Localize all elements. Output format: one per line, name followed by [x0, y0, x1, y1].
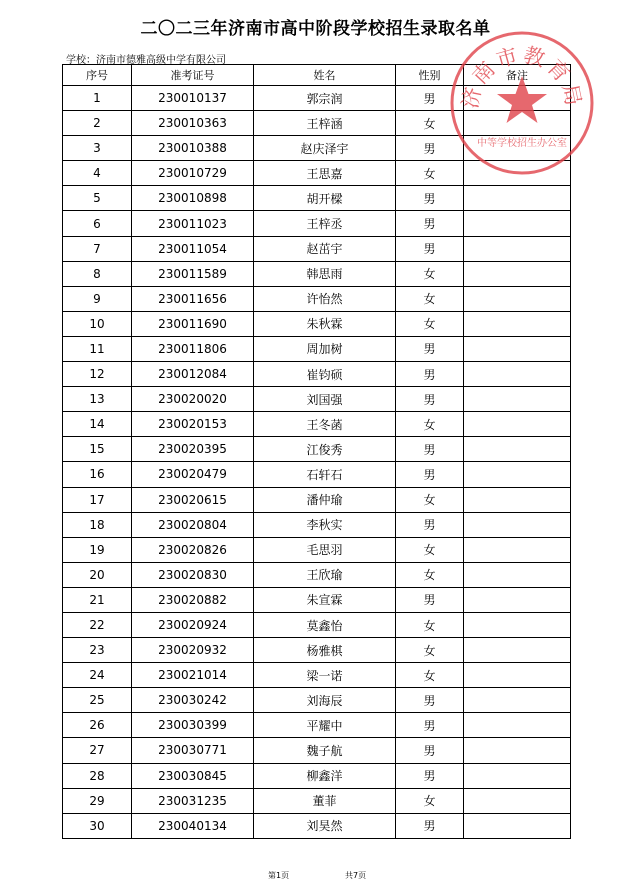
cell-seq: 10 — [63, 311, 132, 336]
cell-exam-id: 230030771 — [132, 738, 254, 763]
cell-name: 魏子航 — [254, 738, 396, 763]
cell-exam-id: 230020804 — [132, 512, 254, 537]
cell-exam-id: 230020830 — [132, 562, 254, 587]
cell-remark — [464, 286, 571, 311]
cell-gender: 男 — [396, 211, 464, 236]
cell-seq: 26 — [63, 713, 132, 738]
cell-seq: 14 — [63, 412, 132, 437]
cell-name: 毛思羽 — [254, 537, 396, 562]
cell-exam-id: 230020020 — [132, 387, 254, 412]
table-row — [63, 311, 571, 336]
cell-exam-id: 230040134 — [132, 813, 254, 838]
table-row — [63, 336, 571, 361]
table-row — [63, 412, 571, 437]
cell-remark — [464, 713, 571, 738]
cell-seq: 6 — [63, 211, 132, 236]
header-seq: 序号 — [63, 65, 132, 86]
cell-remark — [464, 813, 571, 838]
cell-name: 平耀中 — [254, 713, 396, 738]
cell-name: 王梓涵 — [254, 111, 396, 136]
cell-gender: 男 — [396, 387, 464, 412]
cell-name: 董菲 — [254, 788, 396, 813]
seal-inner-text: 中等学校招生办公室 — [477, 138, 567, 149]
cell-name: 刘昊然 — [254, 813, 396, 838]
cell-name: 朱秋霖 — [254, 311, 396, 336]
school-name: 学校：济南市德雅高级中学有限公司 — [66, 55, 226, 66]
cell-gender: 男 — [396, 738, 464, 763]
table-row — [63, 587, 571, 612]
cell-seq: 5 — [63, 186, 132, 211]
cell-exam-id: 230011690 — [132, 311, 254, 336]
table-row — [63, 387, 571, 412]
cell-exam-id: 230010388 — [132, 136, 254, 161]
cell-name: 潘仲瑜 — [254, 487, 396, 512]
table-row — [63, 663, 571, 688]
cell-remark — [464, 362, 571, 387]
cell-seq: 20 — [63, 562, 132, 587]
cell-name: 李秋实 — [254, 512, 396, 537]
cell-exam-id: 230020395 — [132, 437, 254, 462]
cell-exam-id: 230011054 — [132, 236, 254, 261]
cell-seq: 25 — [63, 688, 132, 713]
cell-gender: 男 — [396, 236, 464, 261]
cell-gender: 男 — [396, 336, 464, 361]
cell-seq: 13 — [63, 387, 132, 412]
footer-page-number: 第1页 — [268, 871, 290, 880]
cell-seq: 28 — [63, 763, 132, 788]
table-row — [63, 512, 571, 537]
cell-seq: 11 — [63, 336, 132, 361]
cell-exam-id: 230010363 — [132, 111, 254, 136]
cell-remark — [464, 487, 571, 512]
cell-remark — [464, 412, 571, 437]
cell-name: 石轩石 — [254, 462, 396, 487]
cell-name: 崔钧硕 — [254, 362, 396, 387]
cell-name: 赵庆泽宇 — [254, 136, 396, 161]
table-row — [63, 738, 571, 763]
cell-exam-id: 230011589 — [132, 261, 254, 286]
table-row — [63, 537, 571, 562]
cell-remark — [464, 387, 571, 412]
cell-name: 许怡然 — [254, 286, 396, 311]
table-row — [63, 437, 571, 462]
cell-seq: 15 — [63, 437, 132, 462]
cell-remark — [464, 763, 571, 788]
cell-gender: 女 — [396, 562, 464, 587]
cell-exam-id: 230020479 — [132, 462, 254, 487]
cell-gender: 女 — [396, 286, 464, 311]
cell-exam-id: 230010898 — [132, 186, 254, 211]
cell-seq: 24 — [63, 663, 132, 688]
cell-remark — [464, 612, 571, 637]
cell-gender: 女 — [396, 412, 464, 437]
cell-exam-id: 230031235 — [132, 788, 254, 813]
admission-table — [62, 64, 571, 839]
cell-gender: 女 — [396, 612, 464, 637]
cell-name: 王欣瑜 — [254, 562, 396, 587]
cell-exam-id: 230010137 — [132, 86, 254, 111]
cell-seq: 8 — [63, 261, 132, 286]
cell-remark — [464, 512, 571, 537]
cell-exam-id: 230030845 — [132, 763, 254, 788]
footer-total-pages: 共7页 — [345, 871, 367, 880]
cell-seq: 22 — [63, 612, 132, 637]
cell-name: 杨雅棋 — [254, 638, 396, 663]
cell-exam-id: 230020615 — [132, 487, 254, 512]
cell-gender: 女 — [396, 487, 464, 512]
cell-seq: 9 — [63, 286, 132, 311]
cell-seq: 2 — [63, 111, 132, 136]
cell-gender: 男 — [396, 713, 464, 738]
table-row — [63, 236, 571, 261]
cell-remark — [464, 738, 571, 763]
cell-gender: 女 — [396, 537, 464, 562]
cell-exam-id: 230012084 — [132, 362, 254, 387]
cell-remark — [464, 186, 571, 211]
table-row — [63, 638, 571, 663]
header-remark: 备注 — [464, 65, 571, 86]
cell-gender: 男 — [396, 688, 464, 713]
cell-gender: 女 — [396, 261, 464, 286]
table-row — [63, 186, 571, 211]
table-row — [63, 612, 571, 637]
cell-name: 赵茁宇 — [254, 236, 396, 261]
cell-name: 朱宣霖 — [254, 587, 396, 612]
cell-exam-id: 230011023 — [132, 211, 254, 236]
cell-gender: 女 — [396, 111, 464, 136]
cell-seq: 29 — [63, 788, 132, 813]
cell-gender: 女 — [396, 788, 464, 813]
cell-remark — [464, 437, 571, 462]
table-row — [63, 286, 571, 311]
cell-exam-id: 230020882 — [132, 587, 254, 612]
cell-exam-id: 230030399 — [132, 713, 254, 738]
cell-gender: 男 — [396, 462, 464, 487]
table-row — [63, 487, 571, 512]
cell-gender: 男 — [396, 186, 464, 211]
cell-seq: 21 — [63, 587, 132, 612]
table-row — [63, 462, 571, 487]
cell-name: 刘国强 — [254, 387, 396, 412]
table-row — [63, 813, 571, 838]
cell-name: 柳鑫洋 — [254, 763, 396, 788]
cell-exam-id: 230021014 — [132, 663, 254, 688]
cell-exam-id: 230010729 — [132, 161, 254, 186]
document-title: 二〇二三年济南市高中阶段学校招生录取名单 — [140, 19, 491, 39]
table-row — [63, 688, 571, 713]
cell-remark — [464, 336, 571, 361]
cell-name: 江俊秀 — [254, 437, 396, 462]
table-row — [63, 713, 571, 738]
official-seal — [447, 28, 597, 178]
cell-seq: 30 — [63, 813, 132, 838]
cell-exam-id: 230020826 — [132, 537, 254, 562]
cell-seq: 12 — [63, 362, 132, 387]
cell-gender: 男 — [396, 437, 464, 462]
table-row — [63, 788, 571, 813]
cell-remark — [464, 261, 571, 286]
cell-name: 胡开樑 — [254, 186, 396, 211]
cell-seq: 16 — [63, 462, 132, 487]
cell-name: 梁一诺 — [254, 663, 396, 688]
cell-remark — [464, 688, 571, 713]
cell-gender: 男 — [396, 763, 464, 788]
cell-remark — [464, 663, 571, 688]
table-row — [63, 763, 571, 788]
cell-seq: 4 — [63, 161, 132, 186]
cell-remark — [464, 211, 571, 236]
cell-seq: 27 — [63, 738, 132, 763]
cell-remark — [464, 462, 571, 487]
seal-arc-text: 济南市教育局 — [457, 42, 587, 111]
cell-gender: 男 — [396, 587, 464, 612]
cell-gender: 女 — [396, 311, 464, 336]
cell-gender: 男 — [396, 86, 464, 111]
cell-name: 韩思雨 — [254, 261, 396, 286]
cell-exam-id: 230020153 — [132, 412, 254, 437]
cell-gender: 女 — [396, 663, 464, 688]
cell-remark — [464, 587, 571, 612]
table-row — [63, 261, 571, 286]
cell-seq: 3 — [63, 136, 132, 161]
cell-gender: 女 — [396, 638, 464, 663]
cell-remark — [464, 236, 571, 261]
cell-exam-id: 230030242 — [132, 688, 254, 713]
table-row — [63, 362, 571, 387]
cell-gender: 男 — [396, 136, 464, 161]
cell-exam-id: 230020924 — [132, 612, 254, 637]
cell-seq: 7 — [63, 236, 132, 261]
header-gender: 性别 — [396, 65, 464, 86]
cell-seq: 23 — [63, 638, 132, 663]
cell-remark — [464, 311, 571, 336]
cell-gender: 男 — [396, 813, 464, 838]
header-exam-id: 准考证号 — [132, 65, 254, 86]
cell-name: 王冬菡 — [254, 412, 396, 437]
cell-name: 刘海辰 — [254, 688, 396, 713]
cell-remark — [464, 788, 571, 813]
cell-seq: 18 — [63, 512, 132, 537]
cell-seq: 19 — [63, 537, 132, 562]
cell-exam-id: 230020932 — [132, 638, 254, 663]
cell-gender: 男 — [396, 362, 464, 387]
cell-remark — [464, 638, 571, 663]
cell-exam-id: 230011656 — [132, 286, 254, 311]
cell-exam-id: 230011806 — [132, 336, 254, 361]
cell-gender: 女 — [396, 161, 464, 186]
cell-name: 周加树 — [254, 336, 396, 361]
seal-star-icon — [497, 76, 547, 123]
cell-seq: 17 — [63, 487, 132, 512]
cell-seq: 1 — [63, 86, 132, 111]
header-name: 姓名 — [254, 65, 396, 86]
cell-remark — [464, 562, 571, 587]
table-row — [63, 211, 571, 236]
cell-remark — [464, 537, 571, 562]
cell-gender: 男 — [396, 512, 464, 537]
cell-name: 王思嘉 — [254, 161, 396, 186]
cell-name: 王梓丞 — [254, 211, 396, 236]
cell-name: 郭宗润 — [254, 86, 396, 111]
table-row — [63, 562, 571, 587]
cell-name: 莫鑫怡 — [254, 612, 396, 637]
